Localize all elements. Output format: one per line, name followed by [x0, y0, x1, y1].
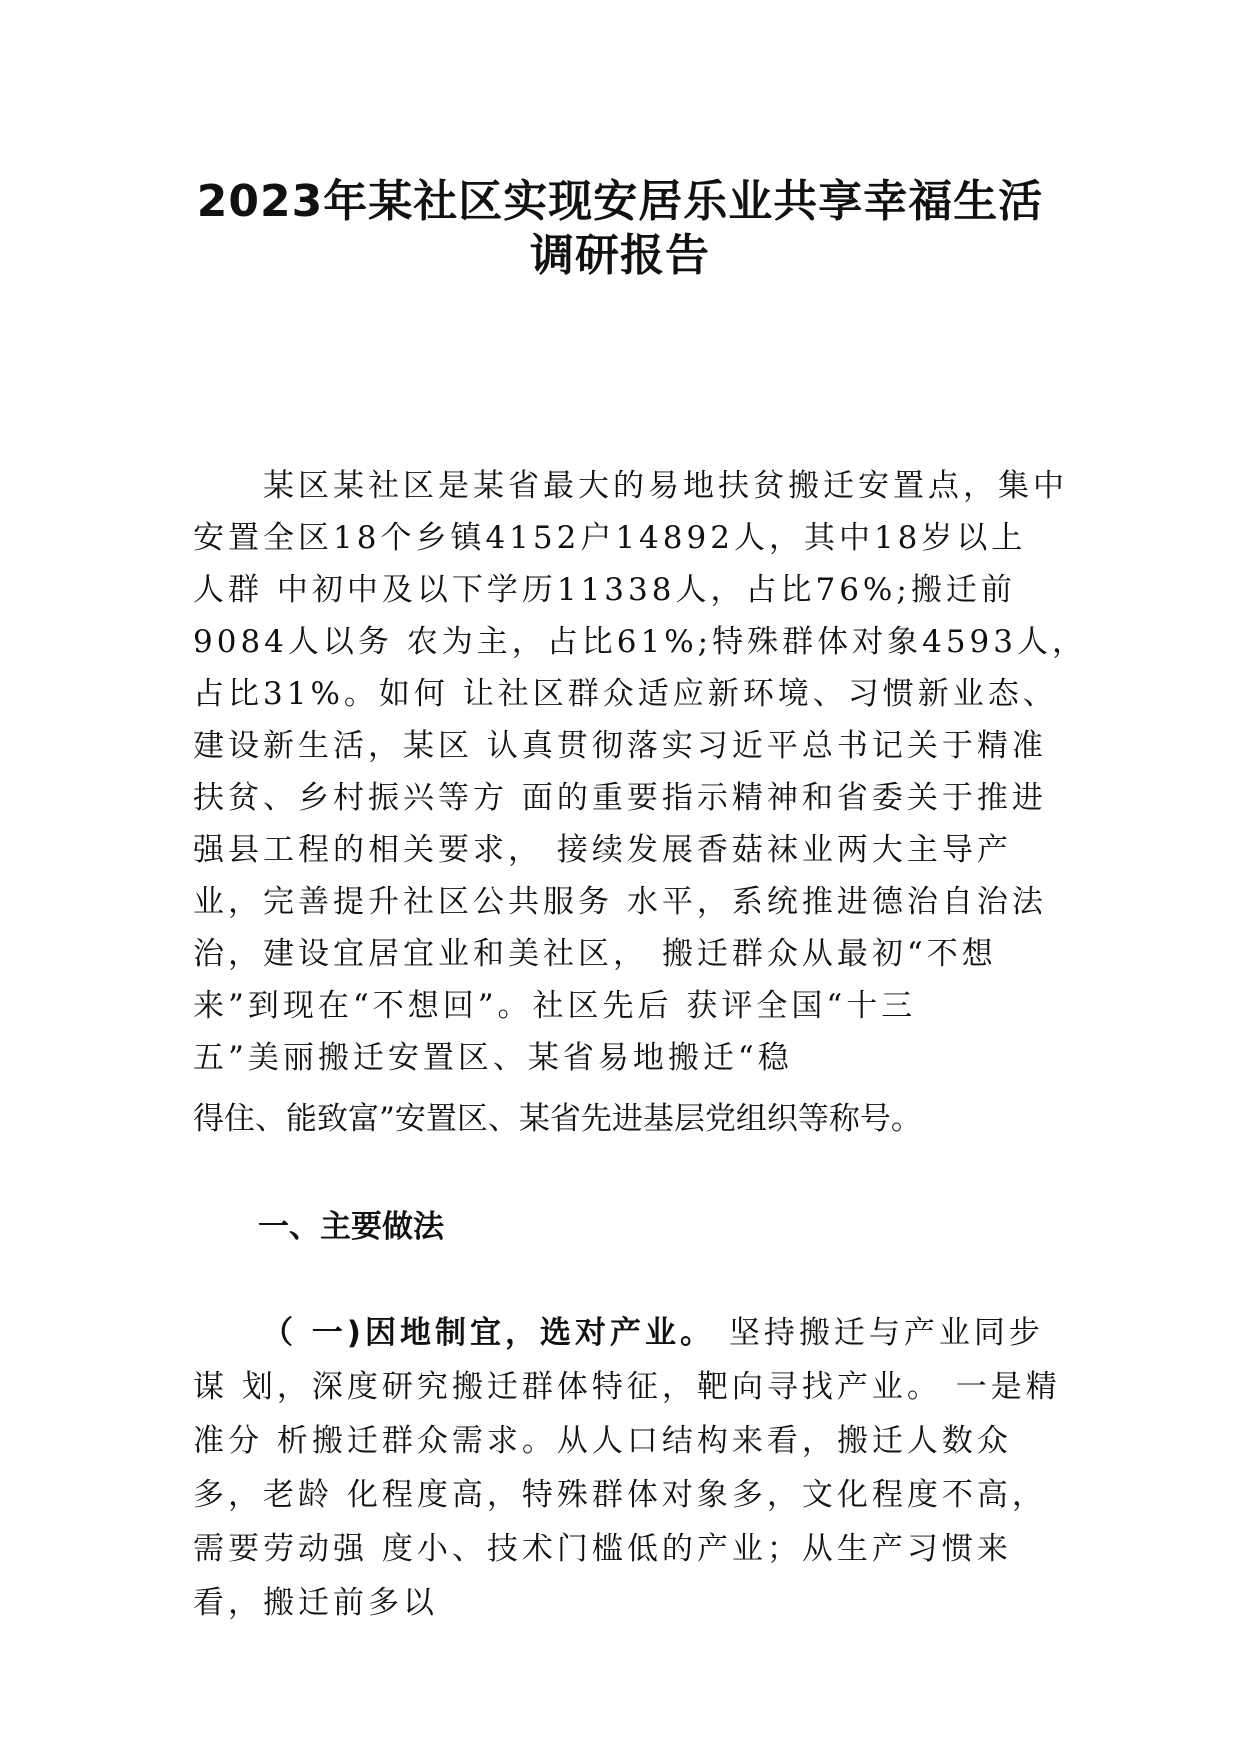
paragraph-line: 得住、能致富”安置区、某省先进基层党组织等称号。	[193, 1101, 922, 1137]
paragraph-line: 谋 划，深度研究搬迁群体特征，靶向寻找产业。 一是精	[193, 1369, 1061, 1405]
paragraph-line: 某区某社区是某省最大的易地扶贫搬迁安置点，集中	[193, 468, 1068, 504]
paragraph-line: 建设新生活，某区 认真贯彻落实习近平总书记关于精准	[193, 728, 1047, 764]
paragraph-line: 五”美丽搬迁安置区、某省易地搬迁“稳	[193, 1040, 793, 1076]
paragraph-line: 安置全区18个乡镇4152户14892人，其中18岁以上	[193, 520, 1027, 556]
paragraph-line: 占比31%。如何 让社区群众适应新环境、习惯新业态、	[193, 676, 1058, 712]
paragraph-line: 多，老龄 化程度高，特殊群体对象多，文化程度不高，	[193, 1477, 1047, 1513]
paragraph-line: 准分 析搬迁群众需求。从人口结构来看，搬迁人数众	[193, 1423, 1012, 1459]
subsection-heading: （ 一)因地制宜，选对产业。	[262, 1315, 715, 1351]
paragraph-line: 9084人以务 农为主，占比61%;特殊群体对象4593人，	[193, 624, 1087, 660]
paragraph-line	[262, 1313, 1162, 1353]
paragraph-line: 治，建设宜居宜业和美社区， 搬迁群众从最初“不想	[193, 936, 997, 972]
paragraph-line: 来”到现在“不想回”。社区先后 获评全国“十三	[193, 988, 917, 1024]
paragraph-line: 业，完善提升社区公共服务 水平，系统推进德治自治法	[193, 884, 1047, 920]
document-title-line-2: 调研报告	[530, 230, 710, 281]
paragraph-line: 强县工程的相关要求， 接续发展香菇袜业两大主导产	[193, 832, 1012, 868]
paragraph-line: 人群 中初中及以下学历11338人，占比76%;搬迁前	[193, 572, 1016, 608]
paragraph-line: 扶贫、乡村振兴等方 面的重要指示精神和省委关于推进	[193, 780, 1047, 816]
subsection-lead-text: 坚持搬迁与产业同步	[714, 1315, 1044, 1351]
paragraph-line: 看，搬迁前多以	[193, 1585, 438, 1621]
paragraph-line: 需要劳动强 度小、技术门槛低的产业；从生产习惯来	[193, 1531, 1012, 1567]
section-heading: 一、主要做法	[258, 1209, 444, 1245]
document-title-line-1: 2023年某社区实现安居乐业共享幸福生活	[196, 176, 1044, 227]
